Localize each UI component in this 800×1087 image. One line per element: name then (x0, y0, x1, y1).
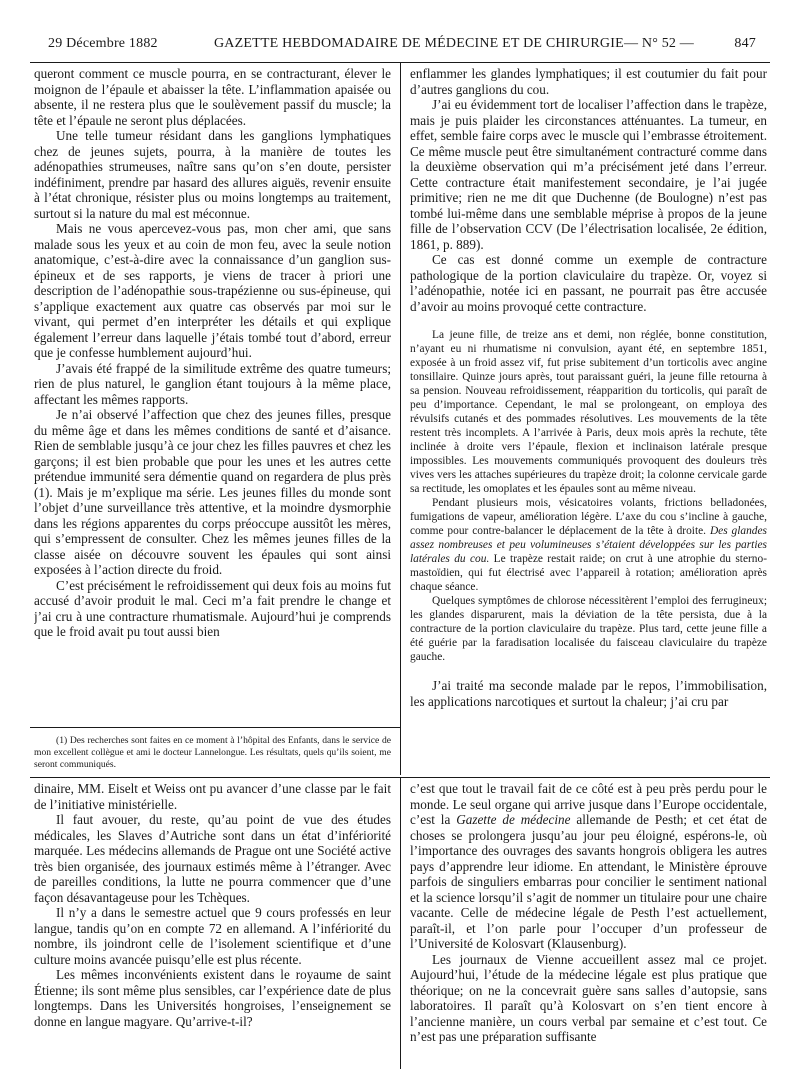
paragraph: dinaire, MM. Eiselt et Weiss ont pu avancer d’une classe par le fait de l’initiative ministérielle. (34, 781, 391, 812)
paragraph: C’est précisément le refroidissement qui deux fois au moins fut accusé d’avoir produit le mal. Ceci m’a fait prendre le change et j’ai cru à une contracture rhumatismale. Aujourd’hui je comprends que le froid avait pu tout aussi bien (34, 577, 391, 639)
bottom-left-column (34, 781, 391, 1071)
paragraph (410, 781, 767, 952)
paragraph: La jeune fille, de treize ans et demi, non réglée, bonne constitution, n’ayant eu ni rhumatisme ni convulsion, ayant été, en septembre 1851, exposée à un froid assez vif, fut prise subitement d’un torticolis avec angine tonsillaire. Quinze jours après, tout paraissant guéri, la jeune fille retourna à sa pension. Nouveau refroidissement, réapparition du torticolis, qui paraît de peu d’importance. Cependant, le mal se prolongeant, on employa des révulsifs cutanés et des pommades résolutives. Les mouvements de la tête restent très incomplets. A l’arrivée à Paris, deux mois après la rechute, tête inclinée à droite vers l’épaule, flexion et inclinaison latérale presque impossibles. Les mouvements communiqués provoquent des douleurs très vives vers les attaches supérieures du trapèze droit; la colonne cervicale garde sa rectitude, les omoplates et les épaules sont au même niveau. (410, 329, 767, 495)
text-run: c’est que tout le travail fait de ce côté est à peu près perdu pour le monde. Le seul organe qui arrive jusque dans l’Europe occidentale, c’est la (410, 781, 767, 827)
page-number: 847 (734, 36, 756, 51)
paragraph (410, 496, 767, 594)
paragraph: enflammer les glandes lymphatiques; il est coutumier du fait pour d’autres ganglions du cou. (410, 66, 767, 97)
paragraph: Les mêmes inconvénients existent dans le royaume de saint Étienne; ils sont même plus sensibles, car l’expérience date de plus longtemps. Dans les Universités hongroises, l’enseignement se donne en langue magyare. Qu’arrive-t-il? (34, 967, 391, 1029)
paragraph: Les journaux de Vienne accueillent assez mal ce projet. Aujourd’hui, l’étude de la médecine légale est plus pratique que théorique; on ne la concevrait guère sans salles d’autopsie, sans laboratoires. Il paraît qu’à Kolosvart on s’en tient encore à l’ancienne manière, un cours verbal par semaine et c’est tout. Ce n’est pas une préparation suffisante (410, 951, 767, 1044)
spacer (410, 314, 767, 328)
bottom-right-column (410, 781, 767, 1071)
paragraph: Une telle tumeur résidant dans les ganglions lymphatiques chez de jeunes sujets, pourra, à la manière de toutes les adénopathies strumeuses, naître sans qu’on s’en doute, persister indéfiniment, prendre par hasard des allures aiguës, revenir ensuite à l’état chronique, résister plus ou moins longtemps au traitement, surtout si la nature du mal est méconnue. (34, 128, 391, 221)
running-head (30, 36, 770, 60)
left-column (34, 66, 391, 726)
footnote: (1) Des recherches sont faites en ce moment à l’hôpital des Enfants, dans le service de mon excellent collègue et ami le docteur Lannelongue. Les résultats, quels qu’ils soient, me seront communiqués. (34, 735, 391, 770)
text-run: Pendant plusieurs mois, vésicatoires volants, frictions belladonées, fumigations de vapeur, amélioration légère. L’axe du cou s’incline à gauche, comme pour contre-balancer le déplacement de la tête à droite. (410, 497, 767, 537)
paragraph: Mais ne vous apercevez-vous pas, mon cher ami, que sans malade sous les yeux et au coin de mon feu, avec la seule notion anatomique, c’est-à-dire avec la connaissance d’un ganglion sus-épineux et de ses rapports, je viens de tracer à priori une description de l’adénopathie sous-trapézienne ou sus-épineuse, qui s’applique exactement aux quatre cas observés par moi sur le vivant, qui permet d’en interpréter les détails et qui explique également l’erreur dans laquelle j’étais tombé tout d’abord, erreur que je confesse humblement aujourd’hui. (34, 221, 391, 360)
issue-number: — N° 52 — (624, 36, 695, 51)
paragraph: J’ai traité ma seconde malade par le repos, l’immobilisation, les applications narcotiques et surtout la chaleur; j’ai cru par (410, 678, 767, 709)
italic-text-run: Des glandes assez nombreuses et peu volumineuses s’étaient développées sur les parties latérales du cou. (410, 525, 767, 565)
paragraph: J’ai eu évidemment tort de localiser l’affection dans le trapèze, mais je puis plaider les circonstances atténuantes. La tumeur, en effet, semble faire corps avec le muscle qui l’embrasse étroitement. Ce même muscle peut être simultanément contracturé comme dans la deuxième observation qui m’a précisément jeté dans l’erreur. Cette contracture était manifestement secondaire, je l’ai jugée primitive; rien ne me dit que Duchenne (de Boulogne) n’est pas tombé lui-même dans une semblable méprise à propos de la jeune fille de l’observation CCV (De l’électrisation localisée, 2e édition, 1861, p. 889). (410, 97, 767, 252)
footnote-rule (30, 727, 400, 728)
paragraph: Il n’y a dans le semestre actuel que 9 cours professés en leur langue, tandis qu’on en compte 72 en allemand. A l’infériorité du nombre, ils joindront celle de l’isolement scientifique et d’une culture moins avancée puisqu’elle est plus récente. (34, 905, 391, 967)
text-run: Le trapèze restait raide; on crut à une atrophie du sterno-mastoïdien, qui fut électrisé avec l’appareil à rotation; amélioration après chaque séance. (410, 553, 767, 593)
paragraph: queront comment ce muscle pourra, en se contracturant, élever le moignon de l’épaule et abaisser la tête. L’inflammation apaisée ou absente, il ne restera plus que le soulèvement passif du muscle; la tête et l’épaule ne seront plus déplacées. (34, 66, 391, 128)
footnote-area (34, 735, 391, 775)
paragraph: Il faut avouer, du reste, qu’au point de vue des études médicales, les Slaves d’Autriche sont dans un état d’infériorité marquée. Les médecins allemands de Prague ont une Société active très bien organisée, des journaux estimés même à l’étranger. Avec de pareilles conditions, la lutte ne pourra commencer que d’une façon désavantageuse pour les Tchèques. (34, 812, 391, 905)
column-rule-bottom (400, 777, 401, 1069)
right-column (410, 66, 767, 774)
paragraph: Quelques symptômes de chlorose nécessitèrent l’emploi des ferrugineux; les glandes disparurent, mais la déviation de la tête persista, due à la contracture de la portion claviculaire du trapèze. Plus tard, cette jeune fille a été guérie par la faradisation localisée du faisceau claviculaire du trapèze gauche. (410, 595, 767, 663)
journal-title: GAZETTE HEBDOMADAIRE DE MÉDECINE ET DE CHIRURGIE (214, 36, 624, 51)
observation-excerpt (410, 328, 767, 664)
issue-date: 29 Décembre 1882 (48, 36, 158, 51)
text-run: allemande de Pesth; et cet état de choses se prolongera jusqu’au jour peu éloigné, espérons-le, où l’importance des ouvrages des savants hongrois obligera les autres pays d’apprendre leur idiome. En attendant, le Ministère éprouve parfois de singuliers embarras pour concilier le sentiment national et la science lorsqu’il s’agit de nommer un titulaire pour une chaire vacante. Celle de médecine légale de Pesth l’est actuellement, paraît-il, et l’on parle pour l’occuper d’un professeur de l’Université de Kolosvart (Klausenburg). (410, 812, 767, 951)
spacer (410, 664, 767, 678)
paragraph: J’avais été frappé de la similitude extrême des quatre tumeurs; rien de plus naturel, le ganglion étant toujours à la même place, affectant les mêmes rapports. (34, 360, 391, 407)
italic-text-run: Gazette de médecine (456, 812, 571, 827)
column-rule-top (400, 63, 401, 775)
paragraph: Je n’ai observé l’affection que chez des jeunes filles, presque du même âge et dans les mêmes conditions de santé et d’aisance. Rien de semblable jusqu’à ce jour chez les filles pauvres et chez les garçons; il est bien probable que pour les unes et les autres cette prétendue immunité sera démentie quand on regardera de plus près (1). Mais je m’explique ma série. Les jeunes filles du monde sont l’objet d’une surveillance très attentive, et la moindre dysmorphie dans les régions apparentes du corps préoccupe aussitôt les mères, qui s’empressent de consulter. Chez les mêmes jeunes filles de la classe aisée on découvre souvent les épaules qui sont ainsi exposées à l’action directe du froid. (34, 407, 391, 577)
paragraph: Ce cas est donné comme un exemple de contracture pathologique de la portion claviculaire du trapèze. Or, voyez si l’adénopathie, notée ici en passant, ne pourrait pas être accusée d’avoir au moins provoqué cette contracture. (410, 252, 767, 314)
